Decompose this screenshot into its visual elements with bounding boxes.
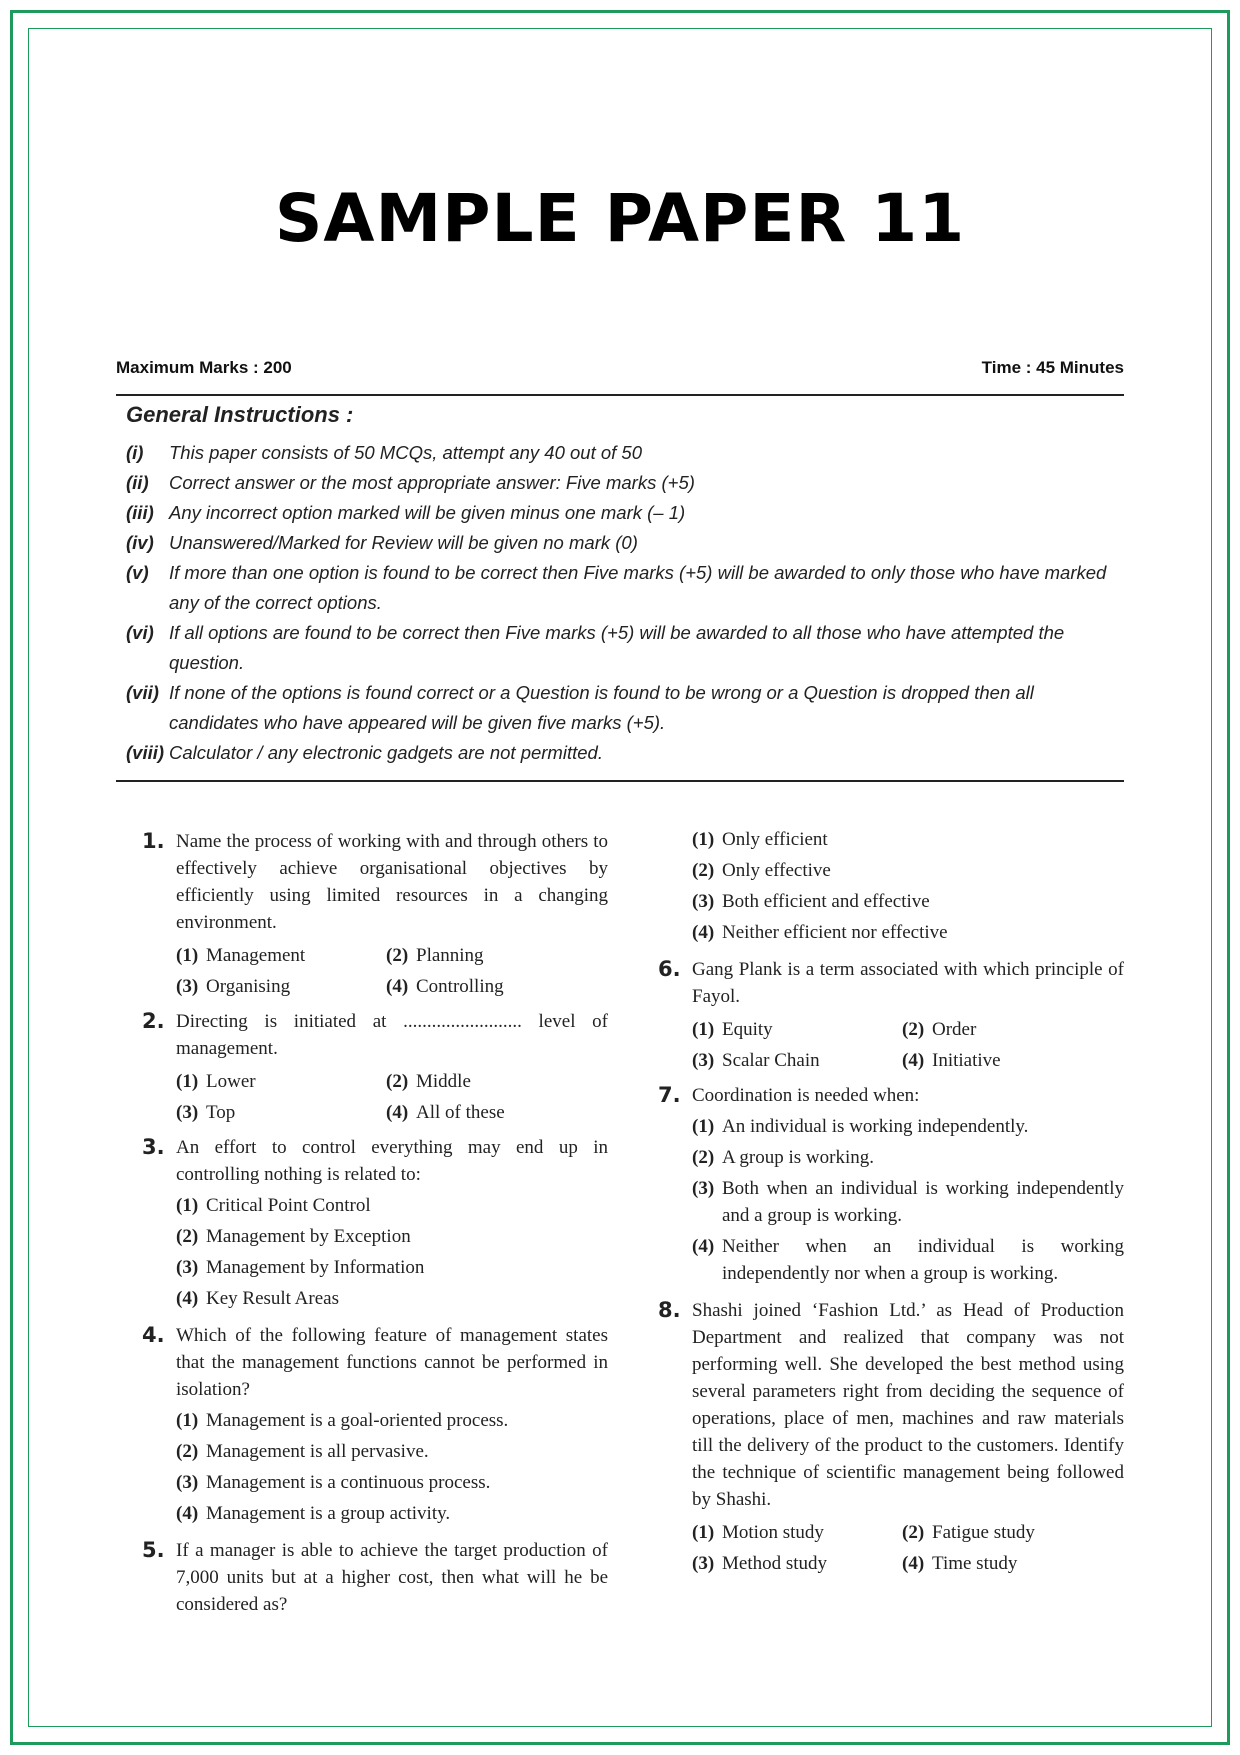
option: (2) Order bbox=[902, 1019, 977, 1040]
question-text: An effort to control everything may end up in controlling nothing is related to: bbox=[176, 1137, 608, 1185]
question-number: 3. bbox=[142, 1135, 165, 1159]
question-7 bbox=[658, 1082, 1124, 1291]
question-1 bbox=[142, 828, 608, 1002]
option: (4) Initiative bbox=[902, 1050, 1001, 1071]
option: (2) A group is working. bbox=[692, 1147, 874, 1168]
instruction-item: (viii) Calculator / any electronic gadgets are not permitted. bbox=[126, 742, 603, 763]
question-3 bbox=[142, 1134, 608, 1316]
question-number: 7. bbox=[658, 1083, 681, 1107]
instruction-item: (vi) If all options are found to be correct then Five marks (+5) will be awarded to all those who have attempted the question. bbox=[126, 622, 1065, 673]
option: (3) Organising bbox=[176, 976, 291, 997]
option: (2) Middle bbox=[386, 1071, 471, 1092]
option: (2) Management by Exception bbox=[176, 1226, 411, 1247]
instruction-item: (v) If more than one option is found to be correct then Five marks (+5) will be awarded to only those who have marked any of the correct options. bbox=[126, 562, 1107, 613]
option: (1) Lower bbox=[176, 1071, 256, 1092]
question-8 bbox=[658, 1297, 1124, 1579]
maximum-marks: Maximum Marks : 200 bbox=[116, 358, 292, 377]
question-4 bbox=[142, 1322, 608, 1531]
option: (3) Scalar Chain bbox=[692, 1050, 820, 1071]
instruction-item: (iii) Any incorrect option marked will be given minus one mark (– 1) bbox=[126, 502, 686, 523]
paper-meta bbox=[116, 358, 1124, 378]
question-text: Which of the following feature of management states that the management functions cannot be performed in isolation? bbox=[176, 1325, 608, 1400]
instruction-item: (vii) If none of the options is found correct or a Question is found to be wrong or a Question is dropped then all candidates who have appeared will be given five marks (+5). bbox=[126, 682, 1034, 733]
question-text: Coordination is needed when: bbox=[692, 1085, 920, 1106]
question-6 bbox=[658, 956, 1124, 1076]
option: (1) Critical Point Control bbox=[176, 1195, 371, 1216]
question-number: 4. bbox=[142, 1323, 165, 1347]
option: (3) Both efficient and effective bbox=[692, 891, 930, 912]
general-instructions bbox=[126, 402, 1116, 768]
top-rule bbox=[116, 394, 1124, 396]
question-number: 5. bbox=[142, 1538, 165, 1562]
option: (3) Both when an individual is working independently and a group is working. bbox=[692, 1178, 1124, 1226]
option: (2) Fatigue study bbox=[902, 1522, 1035, 1543]
option: (1) Management bbox=[176, 945, 306, 966]
instruction-item: (i) This paper consists of 50 MCQs, attempt any 40 out of 50 bbox=[126, 442, 643, 463]
question-5 bbox=[142, 1537, 608, 1618]
option: (4) Neither when an individual is working independently nor when a group is working. bbox=[692, 1236, 1124, 1284]
bottom-rule bbox=[116, 780, 1124, 782]
questions-right-column bbox=[658, 826, 1124, 1585]
instruction-item: (ii) Correct answer or the most appropriate answer: Five marks (+5) bbox=[126, 472, 695, 493]
option: (4) Neither efficient nor effective bbox=[692, 922, 948, 943]
option: (4) Management is a group activity. bbox=[176, 1503, 451, 1524]
option: (3) Top bbox=[176, 1102, 236, 1123]
question-number: 6. bbox=[658, 957, 681, 981]
question-2 bbox=[142, 1008, 608, 1128]
question-5-options bbox=[658, 826, 1124, 950]
instructions-heading: General Instructions : bbox=[126, 402, 354, 427]
option: (3) Management by Information bbox=[176, 1257, 425, 1278]
option: (4) Time study bbox=[902, 1553, 1018, 1574]
option: (2) Planning bbox=[386, 945, 484, 966]
option: (1) Management is a goal-oriented process. bbox=[176, 1410, 509, 1431]
option: (3) Management is a continuous process. bbox=[176, 1472, 491, 1493]
option: (1) An individual is working independently. bbox=[692, 1116, 1029, 1137]
question-text: If a manager is able to achieve the target production of 7,000 units but at a higher cost, then what will he be considered as? bbox=[176, 1540, 608, 1615]
question-number: 2. bbox=[142, 1009, 165, 1033]
page-title: SAMPLE PAPER 11 bbox=[274, 180, 966, 257]
option: (2) Management is all pervasive. bbox=[176, 1441, 429, 1462]
option: (4) Key Result Areas bbox=[176, 1288, 339, 1309]
option: (1) Only efficient bbox=[692, 829, 828, 850]
question-number: 1. bbox=[142, 829, 165, 853]
option: (4) Controlling bbox=[386, 976, 504, 997]
option: (1) Motion study bbox=[692, 1522, 824, 1543]
questions-left-column bbox=[142, 828, 608, 1624]
question-text: Directing is initiated at ......................... level of management. bbox=[176, 1011, 608, 1059]
option: (1) Equity bbox=[692, 1019, 773, 1040]
option: (3) Method study bbox=[692, 1553, 828, 1574]
instruction-item: (iv) Unanswered/Marked for Review will be given no mark (0) bbox=[126, 532, 638, 553]
question-text: Shashi joined ‘Fashion Ltd.’ as Head of Production Department and realized that company was not performing well. She developed the best method using several parameters right from deciding the sequence of operations, place of men, machines and raw materials till the delivery of the product to the customers. Identify the technique of scientific management being followed by Shashi. bbox=[692, 1300, 1124, 1510]
option: (2) Only effective bbox=[692, 860, 831, 881]
option: (4) All of these bbox=[386, 1102, 505, 1123]
question-text: Gang Plank is a term associated with which principle of Fayol. bbox=[692, 959, 1124, 1007]
time-limit: Time : 45 Minutes bbox=[981, 358, 1124, 377]
question-text: Name the process of working with and through others to effectively achieve organisational objectives by efficiently using limited resources in a changing environment. bbox=[176, 831, 608, 933]
question-number: 8. bbox=[658, 1298, 681, 1322]
